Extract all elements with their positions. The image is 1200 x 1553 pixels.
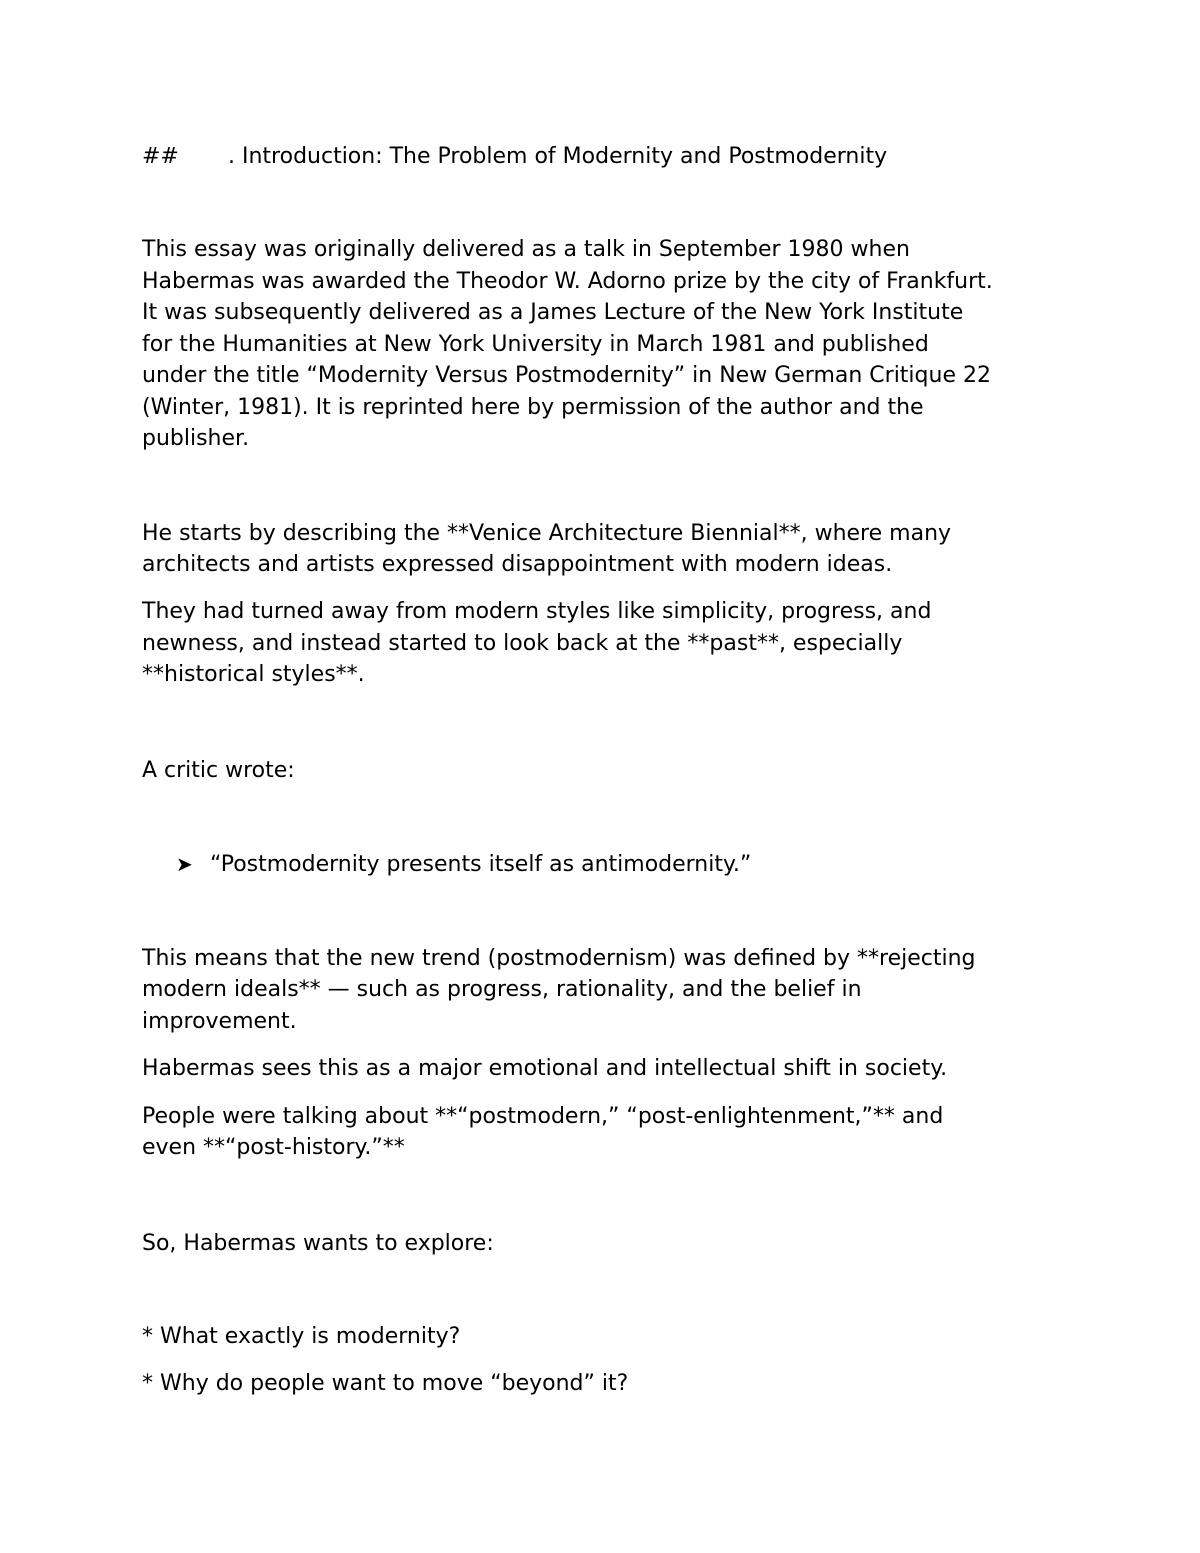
people-line: People were talking about **“postmodern,” “post-enlightenment,”** and xyxy=(142,1104,944,1129)
intro-line: It was subsequently delivered as a James Lecture of the New York Institute xyxy=(142,300,964,325)
question-item: * What exactly is modernity? xyxy=(142,1324,461,1349)
shift-line: Habermas sees this as a major emotional and intellectual shift in society. xyxy=(142,1056,948,1081)
intro-line: publisher. xyxy=(142,426,250,451)
heading-text: . Introduction: The Problem of Modernity and Postmodernity xyxy=(228,144,888,169)
intro-line: This essay was originally delivered as a talk in September 1980 when xyxy=(142,237,910,262)
intro-line: Habermas was awarded the Theodor W. Adorno prize by the city of Frankfurt. xyxy=(142,269,993,294)
means-line: improvement. xyxy=(142,1009,297,1034)
intro-line: (Winter, 1981). It is reprinted here by permission of the author and the xyxy=(142,395,924,420)
turned-line: **historical styles**. xyxy=(142,662,365,687)
arrow-bullet-icon: ➤ xyxy=(176,852,193,876)
question-item: * Why do people want to move “beyond” it? xyxy=(142,1371,629,1396)
turned-line: newness, and instead started to look back at the **past**, especially xyxy=(142,631,903,656)
means-line: This means that the new trend (postmodernism) was defined by **rejecting xyxy=(142,946,976,971)
people-line: even **“post-history.”** xyxy=(142,1135,405,1160)
venice-line: architects and artists expressed disappointment with modern ideas. xyxy=(142,552,893,577)
explore-line: So, Habermas wants to explore: xyxy=(142,1231,494,1256)
quote-bullet-item xyxy=(176,849,751,880)
means-line: modern ideals** — such as progress, rationality, and the belief in xyxy=(142,977,862,1002)
heading-marker: ## xyxy=(142,144,179,169)
quote-text: “Postmodernity presents itself as antimodernity.” xyxy=(210,852,752,877)
section-heading xyxy=(142,141,887,172)
venice-line: He starts by describing the **Venice Architecture Biennial**, where many xyxy=(142,521,952,546)
critic-line: A critic wrote: xyxy=(142,758,295,783)
intro-line: for the Humanities at New York University in March 1981 and published xyxy=(142,332,929,357)
turned-line: They had turned away from modern styles like simplicity, progress, and xyxy=(142,599,932,624)
intro-line: under the title “Modernity Versus Postmodernity” in New German Critique 22 xyxy=(142,363,991,388)
